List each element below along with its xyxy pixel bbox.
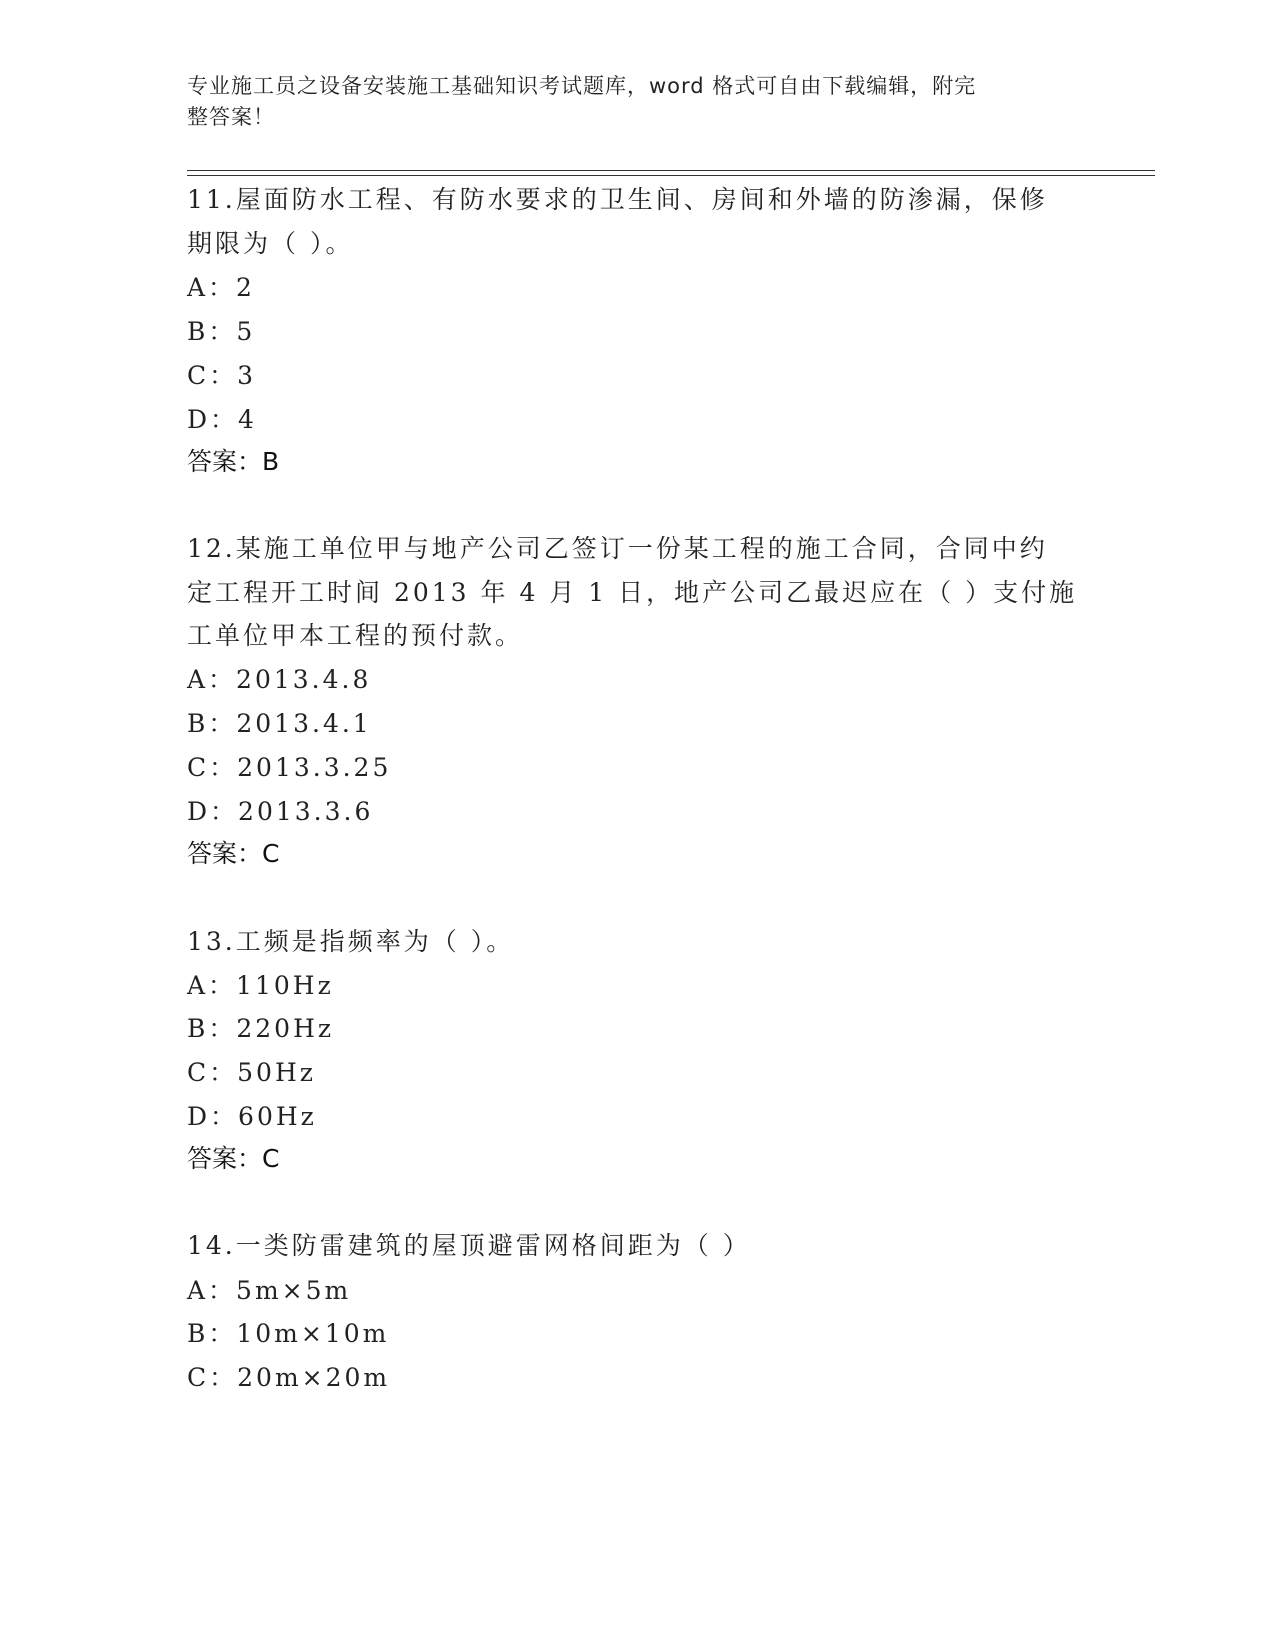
- question-text-line: 11.屋面防水工程、有防水要求的卫生间、房间和外墙的防渗漏，保修: [187, 185, 1048, 214]
- option-b: B：2013.4.1: [187, 709, 372, 738]
- question-text-line: 12.某施工单位甲与地产公司乙签订一份某工程的施工合同，合同中约: [187, 534, 1048, 563]
- document-header-line-1: 专业施工员之设备安装施工基础知识考试题库，word 格式可自由下载编辑，附完: [187, 74, 977, 98]
- question-text-line: 期限为（ ）。: [187, 229, 354, 258]
- answer-line: 答案：B: [187, 447, 280, 476]
- option-b: B：5: [187, 317, 256, 346]
- option-a: A：110Hz: [187, 971, 334, 1000]
- question-text-line: 13.工频是指频率为（ ）。: [187, 927, 515, 956]
- option-c: C：20m×20m: [187, 1363, 391, 1392]
- option-a: A：5m×5m: [187, 1276, 352, 1305]
- header-divider-bottom: [187, 175, 1155, 176]
- question-text-line: 14.一类防雷建筑的屋顶避雷网格间距为（ ）: [187, 1231, 751, 1260]
- answer-line: 答案：C: [187, 839, 280, 868]
- answer-line: 答案：C: [187, 1144, 280, 1173]
- header-divider-top: [187, 170, 1155, 171]
- option-c: C：3: [187, 361, 257, 390]
- option-b: B：220Hz: [187, 1014, 335, 1043]
- question-text-line: 定工程开工时间 2013 年 4 月 1 日，地产公司乙最迟应在（ ）支付施: [187, 578, 1078, 607]
- option-c: C：50Hz: [187, 1058, 316, 1087]
- option-d: D：4: [187, 405, 257, 434]
- option-c: C：2013.3.25: [187, 753, 392, 782]
- option-a: A：2013.4.8: [187, 665, 372, 694]
- question-text-line: 工单位甲本工程的预付款。: [187, 621, 524, 650]
- document-header-line-2: 整答案！: [187, 105, 275, 129]
- option-d: D：2013.3.6: [187, 797, 374, 826]
- option-b: B：10m×10m: [187, 1319, 390, 1348]
- option-a: A：2: [187, 273, 255, 302]
- option-d: D：60Hz: [187, 1102, 317, 1131]
